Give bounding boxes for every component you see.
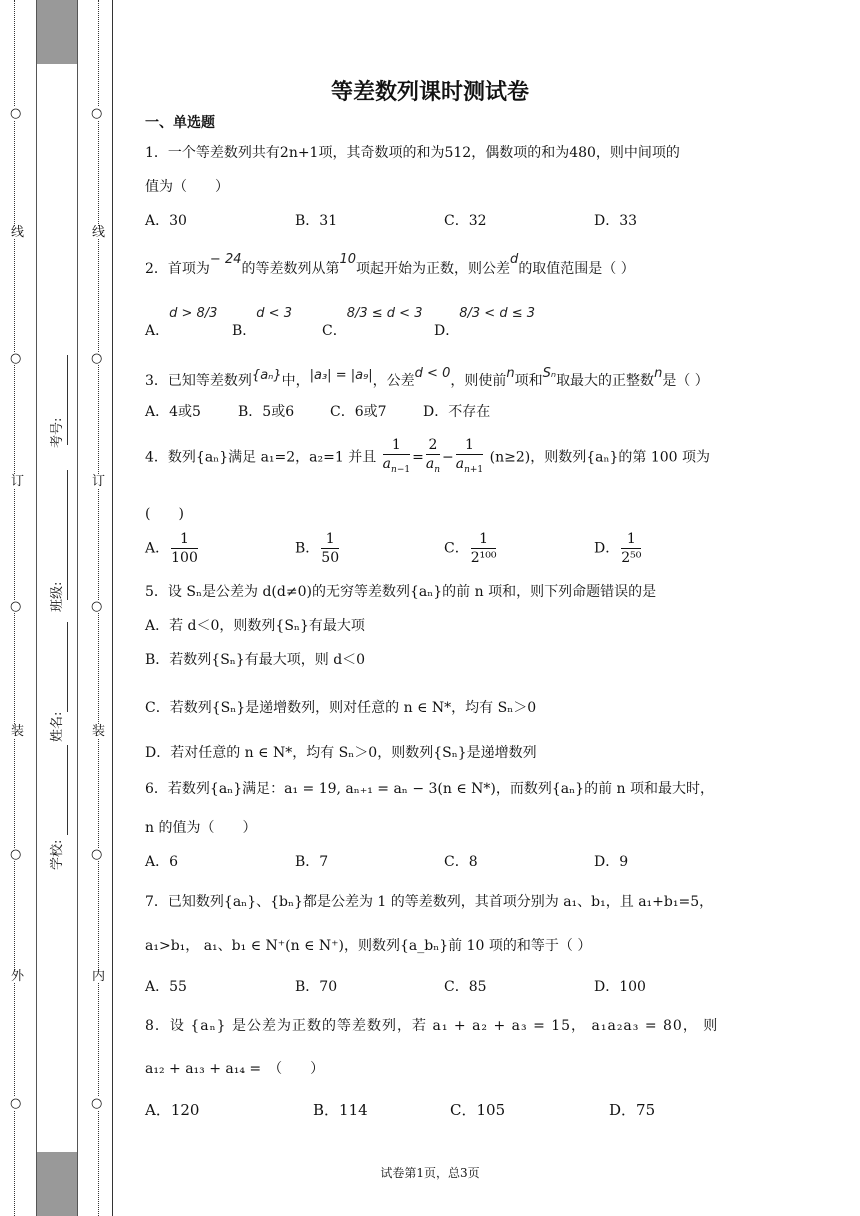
q3-math: Sₙ bbox=[542, 366, 557, 381]
q6-option-b: B．7 bbox=[295, 854, 329, 870]
q8-option-b: B．114 bbox=[313, 1101, 368, 1119]
outer-binding-margin bbox=[0, 0, 36, 1216]
circle-icon: ○ bbox=[10, 351, 22, 366]
q3-math: n bbox=[506, 366, 515, 381]
q4-fraction: $\frac{1}{a_{n+1}}$ bbox=[455, 437, 484, 475]
q5-option-a: A．若 d＜0，则数列{Sₙ}有最大项 bbox=[145, 618, 365, 634]
q4-part: (n≥2)，则数列{aₙ}的第 100 项为 bbox=[489, 449, 711, 466]
q1-option-b: B．31 bbox=[295, 213, 338, 229]
q3-part: ，公差 bbox=[372, 373, 415, 389]
field-kaohao bbox=[51, 418, 64, 448]
q4-fraction: $\frac{2}{a_n}$ bbox=[425, 437, 440, 475]
q1-option-a: A．30 bbox=[145, 213, 187, 229]
inner-label-nei: 内 bbox=[92, 969, 106, 984]
q7-option-a: A．55 bbox=[145, 979, 187, 995]
circle-icon: ○ bbox=[91, 351, 103, 366]
q2-option-math: 8/3 < d ≤ 3 bbox=[459, 306, 535, 321]
q6-option-d: D．9 bbox=[594, 854, 629, 870]
inner-border-line bbox=[112, 0, 113, 1216]
circle-icon: ○ bbox=[91, 1096, 103, 1111]
q4-option-den: 100 bbox=[171, 550, 198, 566]
question-7-text-cont: a₁>b₁， a₁、b₁ ∈ N⁺(n ∈ N⁺)，则数列{a_bₙ}前 10 项的和等于（ ） bbox=[145, 938, 592, 954]
field-underline bbox=[67, 470, 68, 600]
q3-part: 取最大的正整数 bbox=[556, 373, 655, 389]
q4-option-label: D． bbox=[594, 540, 620, 557]
q7-option-b: B．70 bbox=[295, 979, 338, 995]
q4-fraction: $\frac{1}{a_{n-1}}$ bbox=[382, 437, 411, 475]
circle-icon: ○ bbox=[10, 106, 22, 121]
q3-part: 项和 bbox=[514, 373, 543, 389]
q2-option-label: A． bbox=[145, 323, 170, 339]
field-xingming bbox=[51, 712, 64, 742]
gray-block-top bbox=[37, 0, 77, 64]
q2-option-label: D． bbox=[434, 323, 460, 339]
question-4-paren: ( ) bbox=[145, 506, 184, 522]
q7-option-c: C．85 bbox=[444, 979, 487, 995]
question-3-text bbox=[145, 366, 709, 390]
question-6-text: 6．若数列{aₙ}满足：a₁ = 19, aₙ₊₁ = aₙ − 3(n ∈ N*)，而数列{aₙ}的前 n 项和最大时， bbox=[145, 781, 714, 797]
q2-option-label: C． bbox=[322, 323, 347, 339]
question-2-text bbox=[145, 252, 635, 278]
q2-math: 10 bbox=[339, 252, 357, 267]
q3-part: ，则使前 bbox=[450, 373, 507, 389]
q6-option-a: A．6 bbox=[145, 854, 179, 870]
inner-binding-margin bbox=[76, 0, 112, 1216]
q2-option-math: d < 3 bbox=[256, 306, 292, 321]
q5-option-d: D．若对任意的 n ∈ N*，均有 Sₙ＞0，则数列{Sₙ}是递增数列 bbox=[145, 745, 537, 761]
inner-label-xian: 线 bbox=[92, 225, 106, 240]
circle-icon: ○ bbox=[91, 847, 103, 862]
q3-option-c: C．6或7 bbox=[330, 404, 387, 420]
q2-part: 的等差数列从第 bbox=[241, 261, 340, 277]
page-footer: 试卷第1页，总3页 bbox=[380, 1166, 480, 1180]
question-6-text-cont: n 的值为（ ） bbox=[145, 820, 257, 836]
q4-part: 4．数列{aₙ}满足 a₁=2，a₂=1 并且 bbox=[145, 449, 377, 466]
q2-option-math: d > 8/3 bbox=[169, 306, 218, 321]
circle-icon: ○ bbox=[91, 599, 103, 614]
q3-math: d < 0 bbox=[414, 366, 451, 381]
q1-option-c: C．32 bbox=[444, 213, 487, 229]
q4-option-label: B． bbox=[295, 540, 320, 557]
q2-math: d bbox=[510, 252, 519, 267]
q8-option-a: A．120 bbox=[145, 1101, 200, 1119]
gray-block-bottom bbox=[37, 1152, 77, 1216]
field-banji bbox=[51, 582, 64, 612]
q4-option-b bbox=[295, 530, 341, 567]
q2-option-a bbox=[145, 302, 218, 339]
circle-icon: ○ bbox=[10, 599, 22, 614]
question-1-text: 1．一个等差数列共有2n+1项，其奇数项的和为512，偶数项的和为480，则中间项的 bbox=[145, 145, 680, 161]
circle-icon: ○ bbox=[10, 1096, 22, 1111]
student-info-strip bbox=[36, 0, 78, 1216]
outer-label-xian: 线 bbox=[11, 225, 25, 240]
q3-math: {aₙ} bbox=[251, 368, 282, 383]
q4-option-label: C． bbox=[444, 540, 469, 557]
question-8-text: 8．设 {aₙ} 是公差为正数的等差数列，若 a₁ + a₂ + a₃ = 15， a₁a₂a₃ = 80， 则 bbox=[145, 1018, 719, 1034]
field-underline bbox=[67, 745, 68, 835]
q3-option-b: B．5或6 bbox=[238, 404, 295, 420]
q3-option-a: A．4或5 bbox=[145, 404, 201, 420]
q3-option-d: D．不存在 bbox=[423, 404, 491, 420]
q5-option-c: C．若数列{Sₙ}是递增数列，则对任意的 n ∈ N*，均有 Sₙ＞0 bbox=[145, 700, 537, 716]
q4-option-den: 2¹⁰⁰ bbox=[470, 550, 497, 566]
q4-option-label: A． bbox=[145, 540, 170, 557]
inner-label-ding: 订 bbox=[92, 474, 106, 489]
q4-option-fraction: $\frac{1}{50}$ bbox=[321, 531, 340, 566]
outer-label-wai: 外 bbox=[11, 969, 25, 984]
inner-label-zhuang: 装 bbox=[92, 724, 106, 739]
q2-math: − 24 bbox=[209, 252, 242, 267]
q3-part: 中， bbox=[281, 373, 310, 389]
q3-part: 是（ ） bbox=[662, 373, 709, 389]
outer-label-zhuang: 装 bbox=[11, 724, 25, 739]
question-7-text: 7．已知数列{aₙ}、{bₙ}都是公差为 1 的等差数列，其首项分别为 a₁、b₁，且 a₁+b₁=5， bbox=[145, 894, 714, 910]
q2-part: 2．首项为 bbox=[145, 261, 210, 277]
q2-option-c bbox=[322, 302, 423, 339]
q4-option-c bbox=[444, 530, 498, 567]
question-1-text-cont: 值为（ ） bbox=[145, 179, 229, 195]
field-underline bbox=[67, 355, 68, 445]
q4-option-a bbox=[145, 530, 200, 567]
q4-option-den: 2⁵⁰ bbox=[621, 550, 642, 566]
field-xuexiao-label: 学校: bbox=[50, 839, 65, 870]
q4-option-fraction: $\frac{1}{\text{2¹⁰⁰}}$ bbox=[470, 531, 497, 566]
field-xuexiao bbox=[51, 840, 64, 870]
q7-option-d: D．100 bbox=[594, 979, 646, 995]
q3-math: |a₃| = |a₉| bbox=[309, 368, 373, 383]
page-title: 等差数列课时测试卷 bbox=[330, 80, 529, 105]
q2-part: 的取值范围是（ ） bbox=[518, 261, 635, 277]
field-kaohao-label: 考号: bbox=[50, 417, 65, 448]
q2-part: 项起开始为正数，则公差 bbox=[356, 261, 511, 277]
q4-option-fraction: $\frac{1}{100}$ bbox=[171, 531, 198, 566]
field-underline bbox=[67, 622, 68, 712]
q2-option-d bbox=[434, 302, 535, 339]
question-4-text: 4．数列{aₙ}满足 a₁=2，a₂=1 并且 $\frac{1}{a_{n-1}}$ = $\frac{2}{a_n}$ − $\frac{1}{a_{n+1}}$ (n≥2)，则数列{aₙ}的第 100 项为 bbox=[145, 436, 710, 479]
q8-option-c: C．105 bbox=[450, 1101, 506, 1119]
q2-option-label: B． bbox=[232, 323, 257, 339]
q8-option-d: D．75 bbox=[609, 1101, 656, 1119]
outer-label-ding: 订 bbox=[11, 474, 25, 489]
q4-option-den: 50 bbox=[321, 550, 340, 566]
circle-icon: ○ bbox=[10, 847, 22, 862]
q2-option-math: 8/3 ≤ d < 3 bbox=[346, 306, 423, 321]
q4-option-d bbox=[594, 530, 643, 567]
q3-math: n bbox=[654, 366, 663, 381]
field-banji-label: 班级: bbox=[50, 581, 65, 612]
field-xingming-label: 姓名: bbox=[50, 711, 65, 742]
q1-option-d: D．33 bbox=[594, 213, 638, 229]
q2-option-b bbox=[232, 302, 292, 339]
q6-option-c: C．8 bbox=[444, 854, 478, 870]
q5-option-b: B．若数列{Sₙ}有最大项，则 d＜0 bbox=[145, 652, 366, 668]
question-5-text: 5．设 Sₙ是公差为 d(d≠0)的无穷等差数列{aₙ}的前 n 项和，则下列命题错误的是 bbox=[145, 584, 657, 600]
q4-option-fraction: $\frac{1}{\text{2⁵⁰}}$ bbox=[621, 531, 642, 566]
circle-icon: ○ bbox=[91, 106, 103, 121]
q3-part: 3．已知等差数列 bbox=[145, 373, 252, 389]
section-heading: 一、单选题 bbox=[145, 115, 215, 131]
question-8-text-cont: a₁₂ + a₁₃ + a₁₄ = （ ） bbox=[145, 1061, 325, 1077]
